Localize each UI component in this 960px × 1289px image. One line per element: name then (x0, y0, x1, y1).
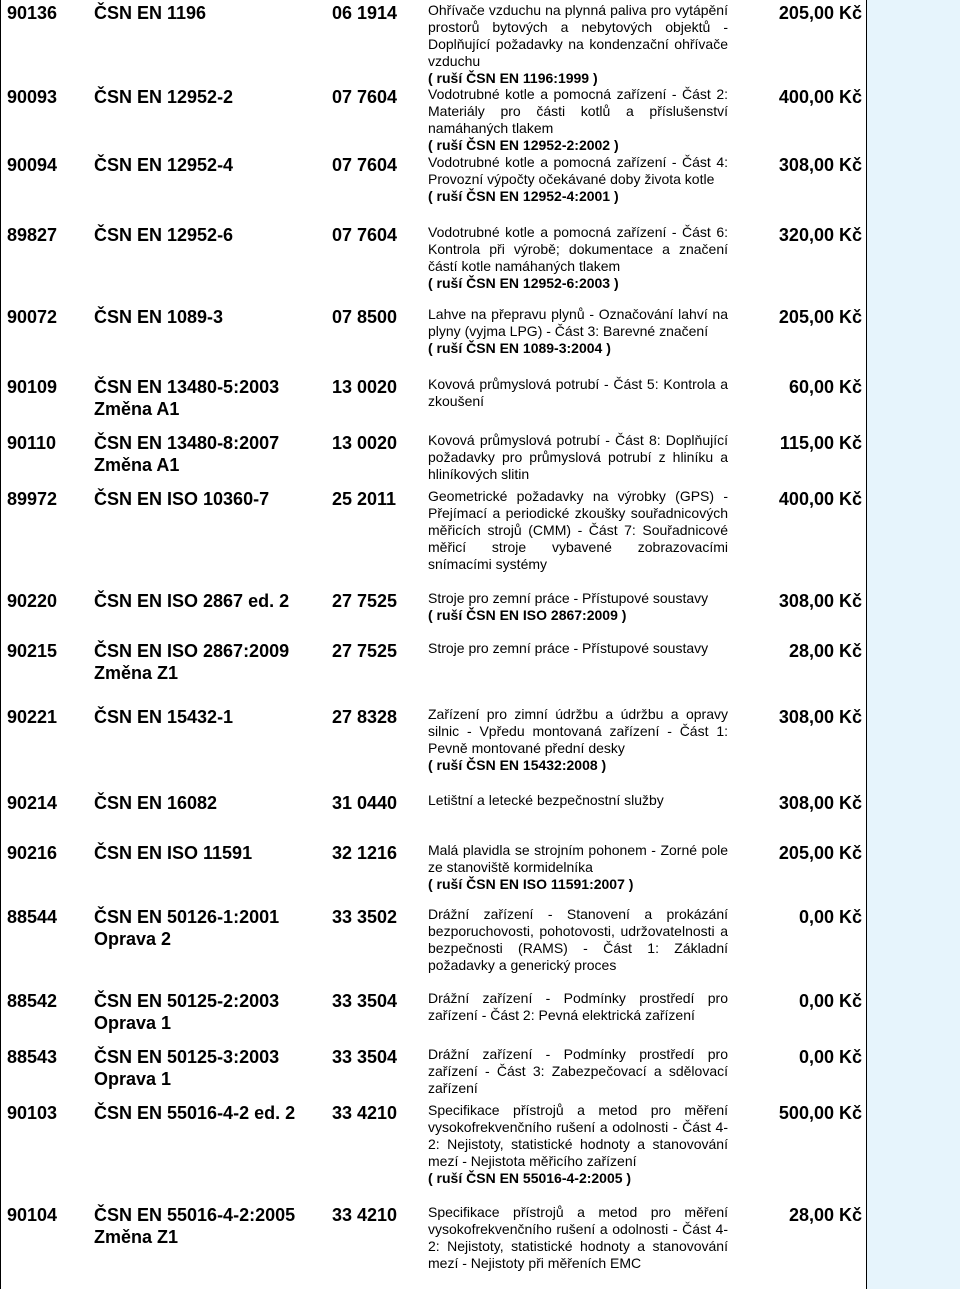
price: 308,00 Kč (778, 155, 862, 175)
description-text: Ohřívače vzduchu na plynná paliva pro vytápění prostorů bytových a nebytových objektů - Doplňující požadavky na kondenzační ohřívače vzduchu (428, 2, 728, 69)
standard-designation: ČSN EN 12952-4 (94, 155, 234, 175)
classification-code: 33 3502 (332, 907, 398, 927)
classification-code: 13 0020 (332, 377, 398, 397)
standard-description (428, 2, 728, 87)
description-text: Specifikace přístrojů a metod pro měření vysokofrekvenčního rušení a odolnosti - Část 4-2: Nejistoty, statistické hodnoty a stanovování mezí - Nejistota měřicího zařízení (428, 1102, 728, 1169)
price: 320,00 Kč (778, 225, 862, 245)
price: 205,00 Kč (778, 843, 862, 863)
standard-designation: ČSN EN ISO 11591 (94, 843, 253, 863)
catalog-number: 90221 (7, 707, 58, 727)
standard-description (428, 432, 728, 483)
standard-description (428, 1102, 728, 1187)
classification-code: 13 0020 (332, 433, 398, 453)
classification-code: 33 4210 (332, 1103, 398, 1123)
description-text: Geometrické požadavky na výrobky (GPS) - Přejímací a periodické zkoušky souřadnicových měřicích strojů (CMM) - Část 7: Souřadnicové měřicí stroje vybavené zobrazovacími snímacími systémy (428, 488, 728, 572)
standard-designation: ČSN EN 12952-2 (94, 87, 234, 107)
standard-description (428, 842, 728, 893)
price: 0,00 Kč (798, 1047, 862, 1067)
price-margin-shade (866, 0, 960, 1289)
replaces-note: ( ruší ČSN EN 55016-4-2:2005 ) (428, 1170, 632, 1186)
standard-description (428, 990, 728, 1024)
description-text: Drážní zařízení - Podmínky prostředí pro zařízení - Část 2: Pevná elektrická zařízení (428, 990, 728, 1023)
catalog-number: 89972 (7, 489, 58, 509)
classification-code: 07 7604 (332, 225, 398, 245)
catalog-number: 90220 (7, 591, 58, 611)
price: 0,00 Kč (798, 991, 862, 1011)
standard-description (428, 906, 728, 974)
catalog-number: 90072 (7, 307, 58, 327)
standard-designation: ČSN EN 16082 (94, 793, 218, 813)
classification-code: 07 8500 (332, 307, 398, 327)
standard-description (428, 640, 728, 657)
standard-designation: ČSN EN 12952-6 (94, 225, 234, 245)
standard-designation: ČSN EN 50125-2:2003 Oprava 1 (94, 991, 280, 1033)
price: 400,00 Kč (778, 489, 862, 509)
classification-code: 27 7525 (332, 591, 398, 611)
standard-description (428, 86, 728, 154)
description-text: Zařízení pro zimní údržbu a údržbu a opravy silnic - Vpředu montovaná zařízení - Část 1: Pevně montované přední desky (428, 706, 728, 756)
price: 60,00 Kč (788, 377, 862, 397)
description-text: Drážní zařízení - Stanovení a prokázání bezporuchovosti, pohotovosti, udržovatelnosti a bezpečnosti (RAMS) - Část 1: Základní požadavky a generický proces (428, 906, 728, 973)
classification-code: 06 1914 (332, 3, 398, 23)
description-text: Specifikace přístrojů a metod pro měření vysokofrekvenčního rušení a odolnosti - Část 4-2: Nejistoty, statistické hodnoty a stanovování mezí - Nejistoty při měřeních EMC (428, 1204, 728, 1271)
standard-designation: ČSN EN 50125-3:2003 Oprava 1 (94, 1047, 280, 1089)
standard-description (428, 488, 728, 573)
description-text: Kovová průmyslová potrubí - Část 5: Kontrola a zkoušení (428, 376, 728, 409)
replaces-note: ( ruší ČSN EN 1089-3:2004 ) (428, 340, 611, 356)
replaces-note: ( ruší ČSN EN 15432:2008 ) (428, 757, 607, 773)
price: 308,00 Kč (778, 707, 862, 727)
left-border (0, 0, 1, 1289)
price: 28,00 Kč (788, 641, 862, 661)
classification-code: 31 0440 (332, 793, 398, 813)
standard-designation: ČSN EN 50126-1:2001 Oprava 2 (94, 907, 280, 949)
price: 308,00 Kč (778, 591, 862, 611)
description-text: Kovová průmyslová potrubí - Část 8: Doplňující požadavky pro průmyslová potrubí z hliníku a hliníkových slitin (428, 432, 728, 482)
classification-code: 25 2011 (332, 489, 397, 509)
standard-description (428, 1046, 728, 1097)
classification-code: 33 3504 (332, 1047, 398, 1067)
standard-designation: ČSN EN 55016-4-2 ed. 2 (94, 1103, 296, 1123)
catalog-number: 88542 (7, 991, 58, 1011)
standard-description (428, 706, 728, 774)
standard-designation: ČSN EN 55016-4-2:2005 Změna Z1 (94, 1205, 296, 1247)
replaces-note: ( ruší ČSN EN 12952-2:2002 ) (428, 137, 619, 153)
catalog-number: 90215 (7, 641, 58, 661)
classification-code: 33 3504 (332, 991, 398, 1011)
classification-code: 07 7604 (332, 87, 398, 107)
standard-description (428, 306, 728, 357)
catalog-number: 90110 (7, 433, 57, 453)
catalog-number: 90136 (7, 3, 58, 23)
catalog-number: 90104 (7, 1205, 58, 1225)
classification-code: 33 4210 (332, 1205, 398, 1225)
catalog-number: 90109 (7, 377, 58, 397)
replaces-note: ( ruší ČSN EN 1196:1999 ) (428, 70, 598, 86)
description-text: Vodotrubné kotle a pomocná zařízení - Část 4: Provozní výpočty očekávané doby života kotle (428, 154, 728, 187)
catalog-number: 89827 (7, 225, 58, 245)
replaces-note: ( ruší ČSN EN ISO 2867:2009 ) (428, 607, 627, 623)
replaces-note: ( ruší ČSN EN 12952-6:2003 ) (428, 275, 619, 291)
price: 400,00 Kč (778, 87, 862, 107)
description-text: Lahve na přepravu plynů - Označování lahví na plyny (vyjma LPG) - Část 3: Barevné značení (428, 306, 728, 339)
standard-description (428, 590, 728, 624)
classification-code: 32 1216 (332, 843, 398, 863)
price-column-border (866, 0, 867, 1289)
catalog-number: 90216 (7, 843, 58, 863)
standard-designation: ČSN EN 1196 (94, 3, 207, 23)
description-text: Stroje pro zemní práce - Přístupové soustavy (428, 640, 709, 656)
standard-designation: ČSN EN 15432-1 (94, 707, 234, 727)
standard-description (428, 376, 728, 410)
standard-description (428, 792, 728, 809)
description-text: Vodotrubné kotle a pomocná zařízení - Část 2: Materiály pro části kotlů a příslušenství namáhaných tlakem (428, 86, 728, 136)
description-text: Malá plavidla se strojním pohonem - Zorné pole ze stanoviště kormidelníka (428, 842, 728, 875)
standard-designation: ČSN EN ISO 10360-7 (94, 489, 270, 509)
classification-code: 07 7604 (332, 155, 398, 175)
price: 308,00 Kč (778, 793, 862, 813)
classification-code: 27 7525 (332, 641, 398, 661)
price: 28,00 Kč (788, 1205, 862, 1225)
replaces-note: ( ruší ČSN EN ISO 11591:2007 ) (428, 876, 634, 892)
description-text: Letištní a letecké bezpečnostní služby (428, 792, 664, 808)
standard-designation: ČSN EN ISO 2867:2009 Změna Z1 (94, 641, 290, 683)
standard-designation: ČSN EN ISO 2867 ed. 2 (94, 591, 290, 611)
standard-description (428, 224, 728, 292)
standard-designation: ČSN EN 13480-8:2007 Změna A1 (94, 433, 280, 475)
classification-code: 27 8328 (332, 707, 398, 727)
catalog-number: 88544 (7, 907, 58, 927)
price: 0,00 Kč (798, 907, 862, 927)
price: 500,00 Kč (778, 1103, 862, 1123)
price: 205,00 Kč (778, 307, 862, 327)
description-text: Stroje pro zemní práce - Přístupové soustavy (428, 590, 709, 606)
standard-description (428, 1204, 728, 1272)
catalog-number: 90214 (7, 793, 58, 813)
catalog-number: 90094 (7, 155, 58, 175)
price: 205,00 Kč (778, 3, 862, 23)
standard-designation: ČSN EN 13480-5:2003 Změna A1 (94, 377, 280, 419)
catalog-number: 90103 (7, 1103, 58, 1123)
catalog-number: 88543 (7, 1047, 58, 1067)
standard-description (428, 154, 728, 205)
standard-designation: ČSN EN 1089-3 (94, 307, 224, 327)
price: 115,00 Kč (779, 433, 862, 453)
description-text: Vodotrubné kotle a pomocná zařízení - Část 6: Kontrola při výrobě; dokumentace a značení částí kotle namáhaných tlakem (428, 224, 728, 274)
description-text: Drážní zařízení - Podmínky prostředí pro zařízení - Část 3: Zabezpečovací a sdělovací zařízení (428, 1046, 728, 1096)
catalog-number: 90093 (7, 87, 58, 107)
replaces-note: ( ruší ČSN EN 12952-4:2001 ) (428, 188, 619, 204)
